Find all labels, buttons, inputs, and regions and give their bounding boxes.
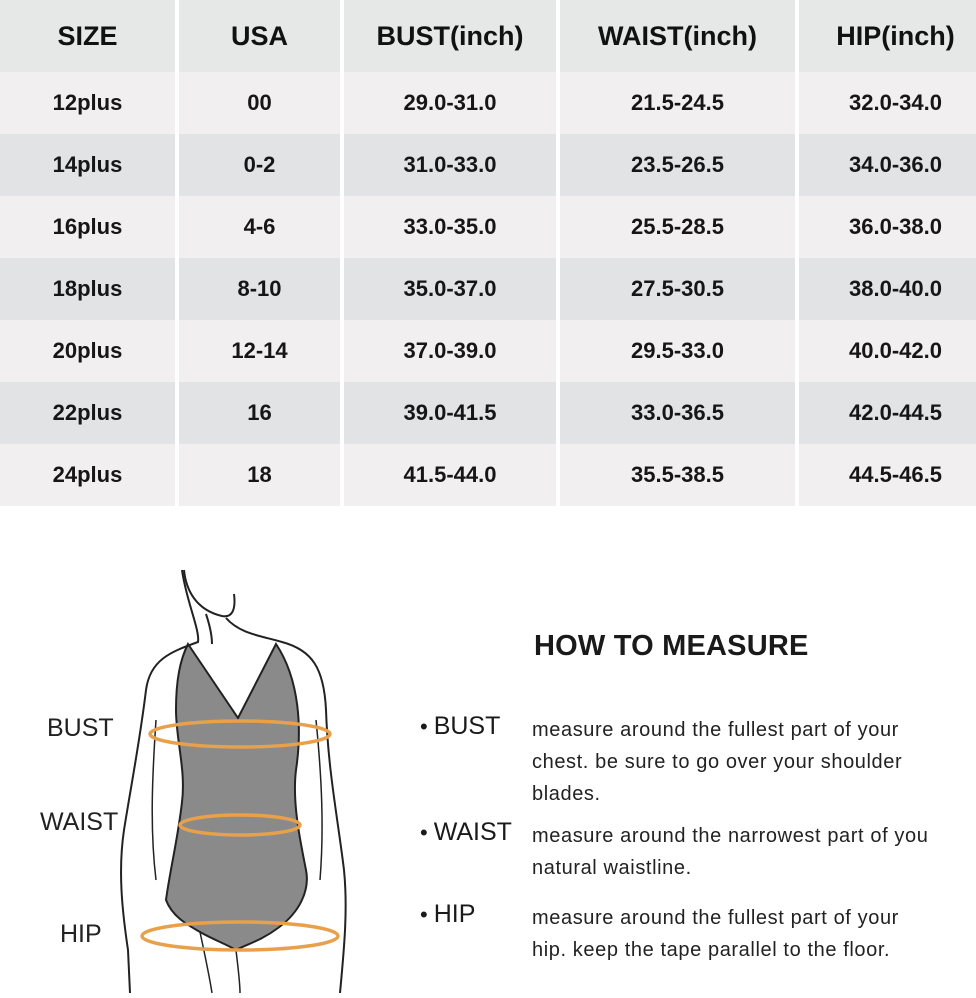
measure-term-label: BUST (433, 712, 501, 740)
measure-desc-line: measure around the fullest part of your (532, 907, 899, 929)
table-cell: 33.0-35.0 (344, 196, 556, 258)
header-bust: BUST(inch) (344, 0, 556, 72)
table-cell: 41.5-44.0 (344, 444, 556, 506)
hip-label: HIP (60, 920, 102, 948)
table-cell: 21.5-24.5 (560, 72, 795, 134)
table-cell: 0-2 (179, 134, 340, 196)
table-cell: 20plus (0, 320, 175, 382)
body-figure (0, 540, 420, 993)
table-cell: 38.0-40.0 (799, 258, 976, 320)
table-cell: 29.0-31.0 (344, 72, 556, 134)
table-cell: 22plus (0, 382, 175, 444)
measure-desc-line: natural waistline. (532, 857, 692, 879)
table-cell: 24plus (0, 444, 175, 506)
table-cell: 25.5-28.5 (560, 196, 795, 258)
table-cell: 34.0-36.0 (799, 134, 976, 196)
measure-term (420, 818, 512, 847)
bullet-icon: • (420, 820, 428, 845)
table-cell: 4-6 (179, 196, 340, 258)
measure-description (532, 902, 976, 966)
measure-desc-line: blades. (532, 783, 601, 805)
how-to-measure-title: HOW TO MEASURE (534, 630, 809, 662)
table-cell: 27.5-30.5 (560, 258, 795, 320)
header-waist: WAIST(inch) (560, 0, 795, 72)
measure-desc-line: measure around the narrowest part of you (532, 825, 929, 847)
table-cell: 8-10 (179, 258, 340, 320)
measure-description (532, 714, 976, 810)
table-cell: 35.5-38.5 (560, 444, 795, 506)
table-cell: 29.5-33.0 (560, 320, 795, 382)
measure-term-label: HIP (433, 900, 476, 928)
table-cell: 16 (179, 382, 340, 444)
table-cell: 14plus (0, 134, 175, 196)
table-cell: 42.0-44.5 (799, 382, 976, 444)
waist-label: WAIST (40, 808, 119, 836)
measure-desc-line: measure around the fullest part of your (532, 719, 899, 741)
table-cell: 35.0-37.0 (344, 258, 556, 320)
table-cell: 37.0-39.0 (344, 320, 556, 382)
measure-desc-line: chest. be sure to go over your shoulder (532, 751, 903, 773)
header-size: SIZE (0, 0, 175, 72)
header-usa: USA (179, 0, 340, 72)
table-cell: 33.0-36.5 (560, 382, 795, 444)
table-cell: 40.0-42.0 (799, 320, 976, 382)
bust-label: BUST (47, 714, 114, 742)
measure-term (420, 712, 500, 741)
bullet-icon: • (420, 714, 428, 739)
bodysuit-shape (166, 644, 307, 950)
table-cell: 32.0-34.0 (799, 72, 976, 134)
measure-description (532, 820, 976, 884)
table-cell: 18plus (0, 258, 175, 320)
table-cell: 31.0-33.0 (344, 134, 556, 196)
table-cell: 12plus (0, 72, 175, 134)
table-cell: 00 (179, 72, 340, 134)
table-cell: 39.0-41.5 (344, 382, 556, 444)
table-cell: 12-14 (179, 320, 340, 382)
measure-term-label: WAIST (433, 818, 512, 846)
header-hip: HIP(inch) (799, 0, 976, 72)
table-cell: 23.5-26.5 (560, 134, 795, 196)
table-cell: 36.0-38.0 (799, 196, 976, 258)
measure-desc-line: hip. keep the tape parallel to the floor. (532, 939, 891, 961)
measure-term (420, 900, 475, 929)
table-cell: 16plus (0, 196, 175, 258)
bullet-icon: • (420, 902, 428, 927)
table-cell: 44.5-46.5 (799, 444, 976, 506)
table-cell: 18 (179, 444, 340, 506)
